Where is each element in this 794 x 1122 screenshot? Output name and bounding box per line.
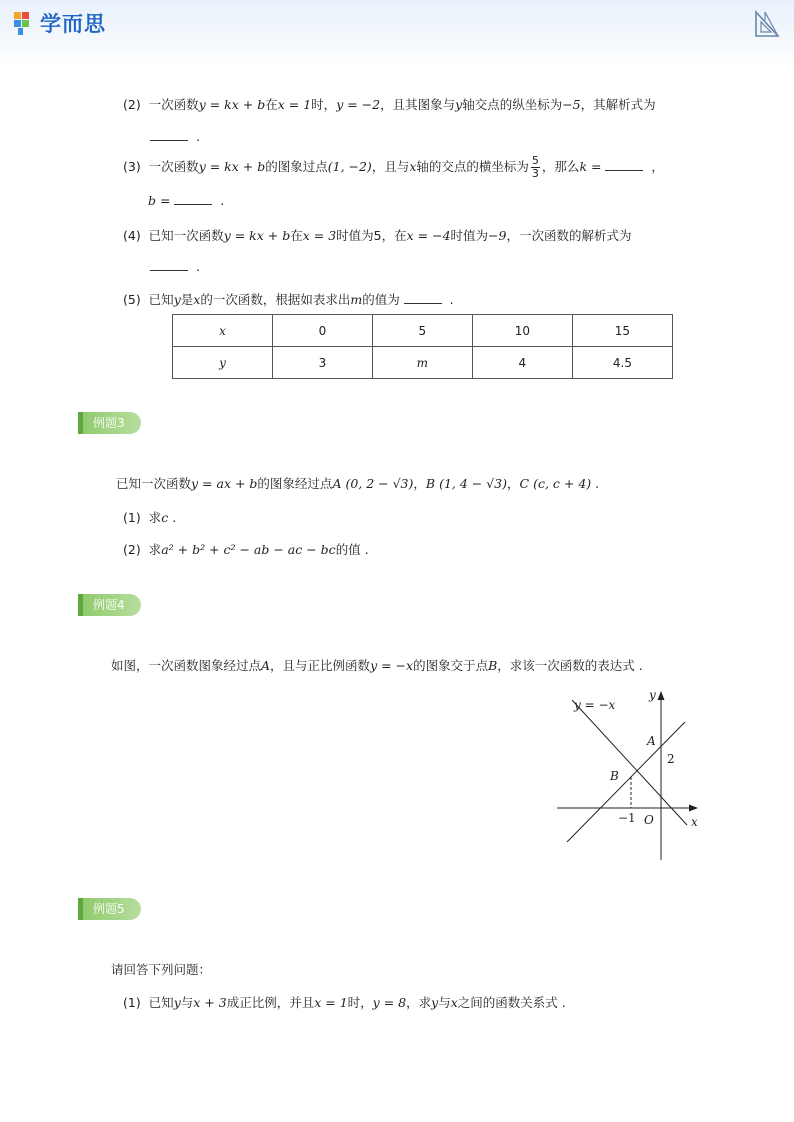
table-cell: 5 [372, 315, 472, 347]
question-2: (2) 一次函数y = kx + b在x = 1时，y = −2，且其图象与y轴交点的纵坐标为−5，其解析式为 [123, 97, 656, 112]
table-cell: m [372, 347, 472, 379]
table-cell: 0 [272, 315, 372, 347]
logo-mark-icon [14, 10, 36, 36]
value-table [172, 314, 673, 379]
table-cell: 10 [472, 315, 572, 347]
answer-blank[interactable] [150, 130, 188, 141]
table-row [173, 347, 673, 379]
label-point-a: A [647, 734, 656, 748]
question-4-answer: . [150, 259, 200, 274]
table-cell: 3 [272, 347, 372, 379]
example-5-tag: 例题5 [78, 898, 141, 920]
answer-blank[interactable] [174, 194, 212, 205]
coordinate-figure [552, 685, 702, 865]
answer-blank[interactable] [150, 260, 188, 271]
question-4: (4) 已知一次函数y = kx + b在x = 3时值为5，在x = −4时值为−9，一次函数的解析式为 [123, 228, 632, 243]
example-3-part-2: (2) 求a² + b² + c² − ab − ac − bc的值 . [123, 542, 369, 557]
label-y-axis: y [649, 688, 656, 702]
x-axis-arrow-icon [689, 805, 698, 812]
label-origin: O [644, 813, 654, 827]
question-2-answer: . [150, 129, 200, 144]
table-cell: x [173, 315, 273, 347]
question-3-answer: b = . [148, 193, 225, 208]
table-cell: y [173, 347, 273, 379]
table-cell: 4.5 [572, 347, 672, 379]
label-tick-x: −1 [618, 811, 636, 825]
table-cell: 15 [572, 315, 672, 347]
fraction: $\frac{5}{3}$ [531, 154, 539, 180]
table-cell: 4 [472, 347, 572, 379]
label-tick-y: 2 [667, 752, 675, 766]
example-4-tag: 例题4 [78, 594, 141, 616]
answer-blank[interactable] [404, 293, 442, 304]
example-5-intro: 请回答下列问题： [111, 962, 212, 977]
logo-text: 学而思 [40, 12, 106, 36]
example-3-part-1: (1) 求c . [123, 510, 177, 525]
example-5-part-1: (1) 已知y与x + 3成正比例，并且x = 1时，y = 8，求y与x之间的函数关系式 . [123, 995, 566, 1010]
label-line-y-neg-x: y = −x [574, 698, 616, 712]
example-3-tag: 例题3 [78, 412, 141, 434]
example-3-stem: 已知一次函数y = ax + b的图象经过点A (0, 2 − √3)，B (1, 4 − √3)，C (c, c + 4) . [116, 476, 600, 491]
question-5: (5) 已知y是x的一次函数，根据如表求出m的值为 . [123, 292, 454, 307]
brand-logo [14, 8, 106, 38]
answer-blank[interactable] [605, 160, 643, 171]
ruler-triangle-icon [754, 10, 780, 38]
header-band [0, 0, 794, 70]
label-point-b: B [610, 769, 619, 783]
label-x-axis: x [691, 815, 698, 829]
table-row [173, 315, 673, 347]
example-4-stem: 如图，一次函数图象经过点A，且与正比例函数y = −x的图象交于点B，求该一次函数的表达式 . [111, 658, 643, 673]
question-3: (3) 一次函数y = kx + b的图象过点(1, −2)，且与x轴的交点的横坐标为 $\frac{5}{3}$ ，那么k = ， [123, 154, 664, 180]
y-axis-arrow-icon [658, 691, 665, 700]
